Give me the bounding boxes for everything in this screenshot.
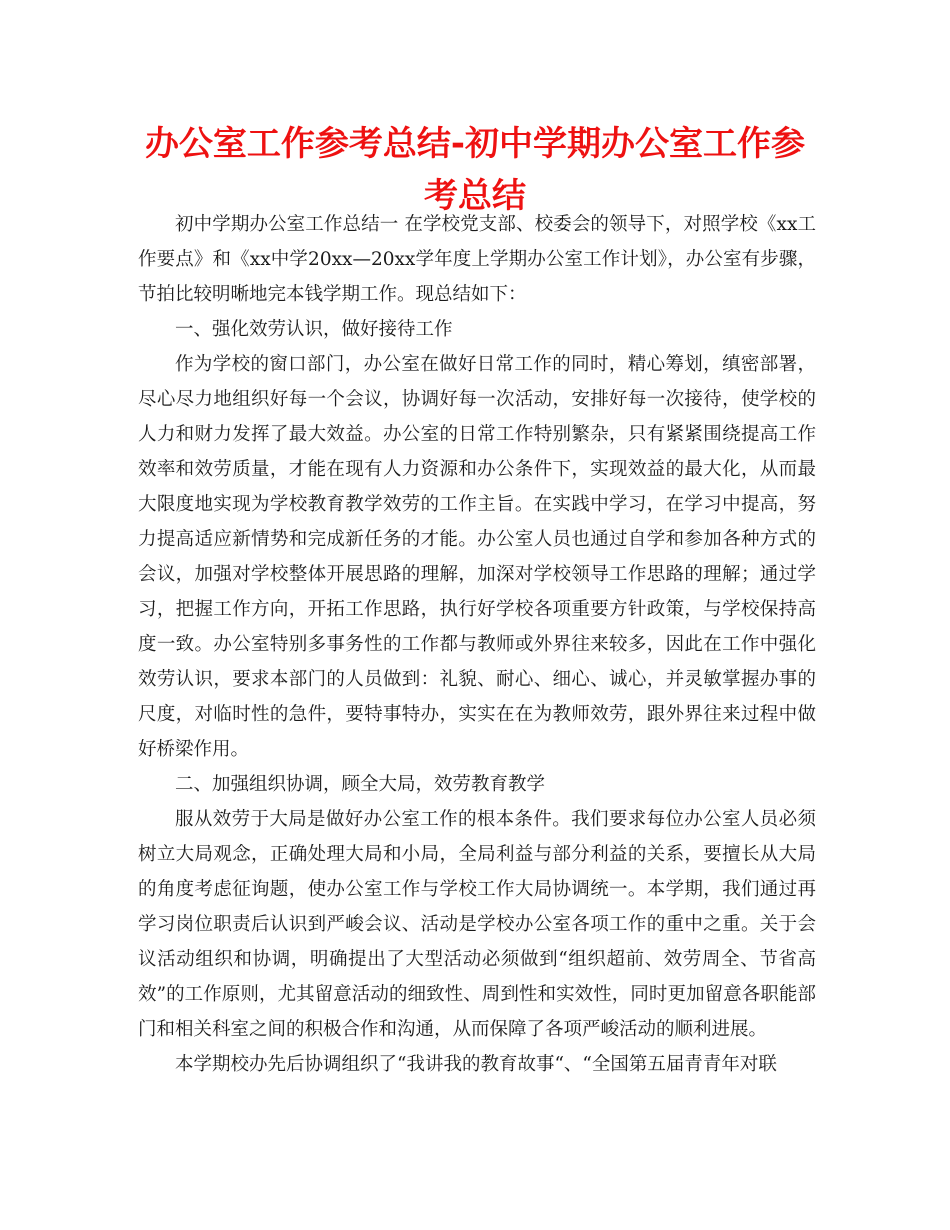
intro-heading: 初中学期办公室工作总结一 [175,214,399,235]
section-paragraph-1: 作为学校的窗口部门，办公室在做好日常工作的同时，精心筹划，缜密部署，尽心尽力地组织好每一个会议，协调好每一次活动，安排好每一次接待，使学校的人力和财力发挥了最大效益。办公室的日常工作特别繁杂，只有紧紧围绕提高工作效率和效劳质量，才能在现有人力资源和办公条件下，实现效益的最大化，从而最大限度地实现为学校教育教学效劳的工作主旨。在实践中学习，在学习中提高，努力提高适应新情势和完成新任务的才能。办公室人员也通过自学和参加各种方式的会议，加强对学校整体开展思路的理解，加深对学校领导工作思路的理解；通过学习，把握工作方向，开拓工作思路，执行好学校各项重要方针政策，与学校保持高度一致。办公室特别多事务性的工作都与教师或外界往来较多，因此在工作中强化效劳认识，要求本部门的人员做到：礼貌、耐心、细心、诚心，并灵敏掌握办事的尺度，对临时性的急件，要特事特办，实实在在为教师效劳，跟外界往来过程中做好桥梁作用。 [138,354,816,760]
intro-text: 在学校党支部、校委会的领导下，对照学校《xx工作要点》和《xx中学20xx—20xx学年度上学期办公室工作计划》，办公室有步骤，节拍比较明晰地完本钱学期工作。现总结如下： [138,214,816,305]
section-heading-1: 一、强化效劳认识，做好接待工作 [175,319,453,340]
section-heading-2: 二、加强组织协调，顾全大局，效劳教育教学 [175,774,546,795]
section-paragraph-2: 服从效劳于大局是做好办公室工作的根本条件。我们要求每位办公室人员必须树立大局观念，正确处理大局和小局，全局利益与部分利益的关系，要擅长从大局的角度考虑征询题，使办公室工作与学校工作大局协调统一。本学期，我们通过再学习岗位职责后认识到严峻会议、活动是学校办公室各项工作的重中之重。关于会议活动组织和协调，明确提出了大型活动必须做到“组织超前、效劳周全、节省高效”的工作原则，尤其留意活动的细致性、周到性和实效性，同时更加留意各职能部门和相关科室之间的积极合作和沟通，从而保障了各项严峻活动的顺利进展。 [138,809,816,1040]
document-body [138,207,816,1082]
section-paragraph-3: 本学期校办先后协调组织了“我讲我的教育故事“、“全国第五届青青年对联 [175,1054,777,1075]
document-title: 办公室工作参考总结-初中学期办公室工作参考总结 [144,124,806,216]
intro-paragraph [138,207,816,312]
